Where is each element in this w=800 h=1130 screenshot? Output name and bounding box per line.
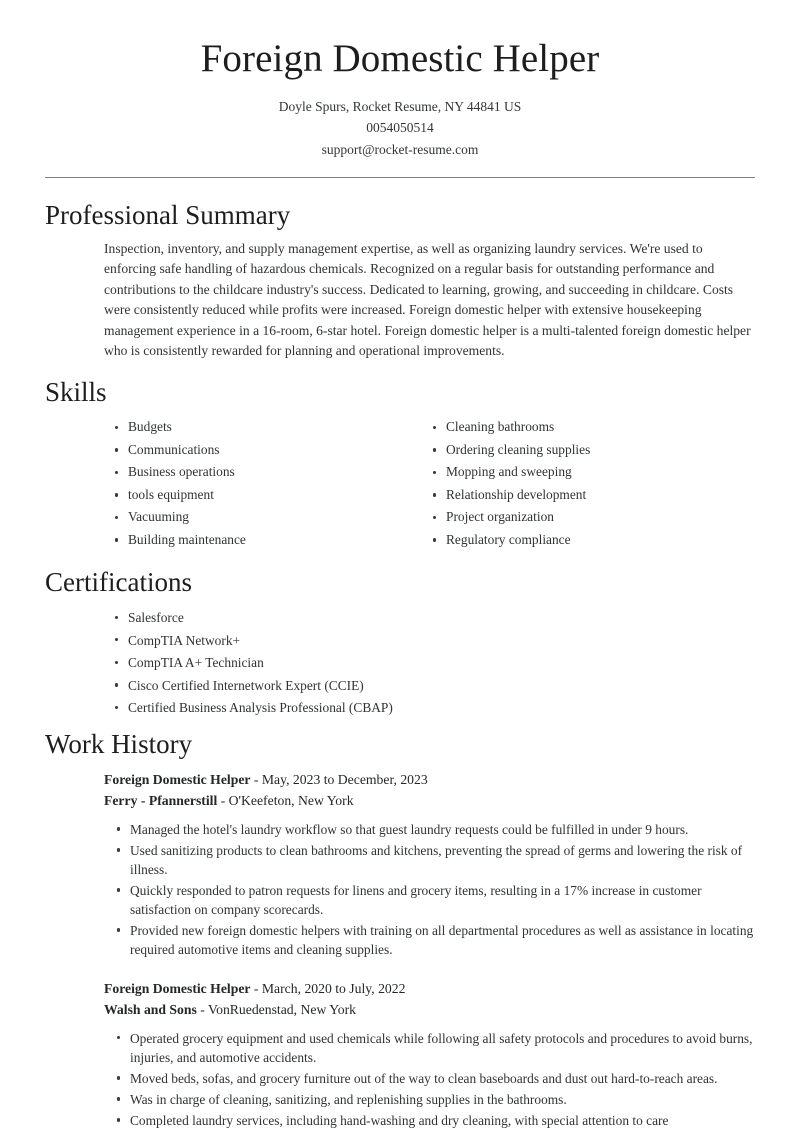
list-item: Salesforce <box>114 608 755 627</box>
list-item: Relationship development <box>432 486 750 505</box>
list-item: Business operations <box>114 463 432 482</box>
section-title-summary: Professional Summary <box>45 200 291 231</box>
contact-address: Doyle Spurs, Rocket Resume, NY 44841 US <box>278 99 522 115</box>
job-bullets-wrap <box>104 820 755 959</box>
job-role: Foreign Domestic Helper <box>104 980 251 996</box>
list-item: Was in charge of cleaning, sanitizing, and replenishing supplies in the bathrooms. <box>116 1090 755 1109</box>
job-title-line <box>104 770 755 791</box>
list-item: Communications <box>114 441 432 460</box>
job-role: Foreign Domestic Helper <box>104 772 251 788</box>
job-location: VonRuedenstad, New York <box>207 1001 357 1017</box>
section-certifications <box>0 567 800 717</box>
job-bullets <box>116 820 755 959</box>
job-bullets-wrap <box>104 1029 755 1130</box>
skills-column-right <box>432 418 750 553</box>
summary-paragraph: Inspection, inventory, and supply management expertise, as well as organizing laundry services. We're used to enforcing safe handling of hazardous chemicals. Recognized on a regular basis for outstanding performance and contributions to the childcare industry's success. Dedicated to learning, growing, and succeeding in childcare. Costs were consistently reduced while profits were increased. Foreign domestic helper with extensive housekeeping management experience in a 16-room, 6-star hotel. Foreign domestic helper is a multi-talented foreign domestic helper who is consistently rewarded for planning and operational improvements. <box>104 240 751 358</box>
skills-column-left <box>114 418 432 553</box>
list-item: Vacuuming <box>114 508 432 527</box>
candidate-name: Foreign Domestic Helper <box>200 37 600 80</box>
skills-grid <box>45 418 755 553</box>
resume-header <box>0 0 800 160</box>
skills-list-left <box>114 418 432 549</box>
list-item: CompTIA A+ Technician <box>114 653 755 672</box>
list-item: Certified Business Analysis Professional (CBAP) <box>114 698 755 717</box>
jobs-list <box>45 770 755 1130</box>
header-divider <box>45 177 755 178</box>
list-item: Mopping and sweeping <box>432 463 750 482</box>
list-item: Completed laundry services, including hand-washing and dry cleaning, with special attention to care <box>116 1111 755 1130</box>
list-item: tools equipment <box>114 486 432 505</box>
job-company: Ferry - Pfannerstill <box>104 792 218 808</box>
list-item: Operated grocery equipment and used chemicals while following all safety protocols and procedures to avoid burns, injuries, and automotive accidents. <box>116 1029 755 1067</box>
job-entry <box>45 770 755 959</box>
section-title-work-history: Work History <box>45 729 193 760</box>
job-entry <box>45 979 755 1130</box>
contact-email: support@rocket-resume.com <box>321 141 479 157</box>
job-bullets <box>116 1029 755 1130</box>
list-item: Project organization <box>432 508 750 527</box>
list-item: Provided new foreign domestic helpers with training on all departmental procedures as well as assistance in locating required automotive items and cleaning supplies. <box>116 921 755 959</box>
section-skills <box>0 377 800 553</box>
list-item: Regulatory compliance <box>432 531 750 550</box>
job-separator: - <box>196 1001 208 1017</box>
certifications-list <box>114 608 755 717</box>
certifications-list-wrap <box>45 608 755 717</box>
list-item: Ordering cleaning supplies <box>432 441 750 460</box>
job-separator: - <box>217 792 229 808</box>
list-item: CompTIA Network+ <box>114 631 755 650</box>
job-dates: May, 2023 to December, 2023 <box>261 772 428 788</box>
job-location: O'Keefeton, New York <box>228 792 354 808</box>
list-item: Used sanitizing products to clean bathrooms and kitchens, preventing the spread of germs and lowering the risk of illness. <box>116 841 755 879</box>
list-item: Managed the hotel's laundry workflow so that guest laundry requests could be fulfilled in under 9 hours. <box>116 820 755 839</box>
list-item: Building maintenance <box>114 531 432 550</box>
contact-phone: 0054050514 <box>366 120 434 136</box>
section-work-history <box>0 729 800 1130</box>
list-item: Cleaning bathrooms <box>432 418 750 437</box>
list-item: Cisco Certified Internetwork Expert (CCIE) <box>114 676 755 695</box>
job-company: Walsh and Sons <box>104 1001 197 1017</box>
job-company-line <box>104 1000 755 1021</box>
job-title-line <box>104 979 755 1000</box>
section-title-certifications: Certifications <box>45 567 192 598</box>
list-item: Quickly responded to patron requests for linens and grocery items, resulting in a 17% increase in customer satisfaction on company scorecards. <box>116 881 755 919</box>
job-separator: - <box>250 772 262 788</box>
section-title-skills: Skills <box>45 377 107 408</box>
section-professional-summary <box>0 200 800 361</box>
job-dates: March, 2020 to July, 2022 <box>261 980 406 996</box>
list-item: Moved beds, sofas, and grocery furniture out of the way to clean baseboards and dust out hard-to-reach areas. <box>116 1069 755 1088</box>
job-company-line <box>104 791 755 812</box>
job-separator: - <box>250 980 262 996</box>
skills-list-right <box>432 418 750 549</box>
list-item: Budgets <box>114 418 432 437</box>
